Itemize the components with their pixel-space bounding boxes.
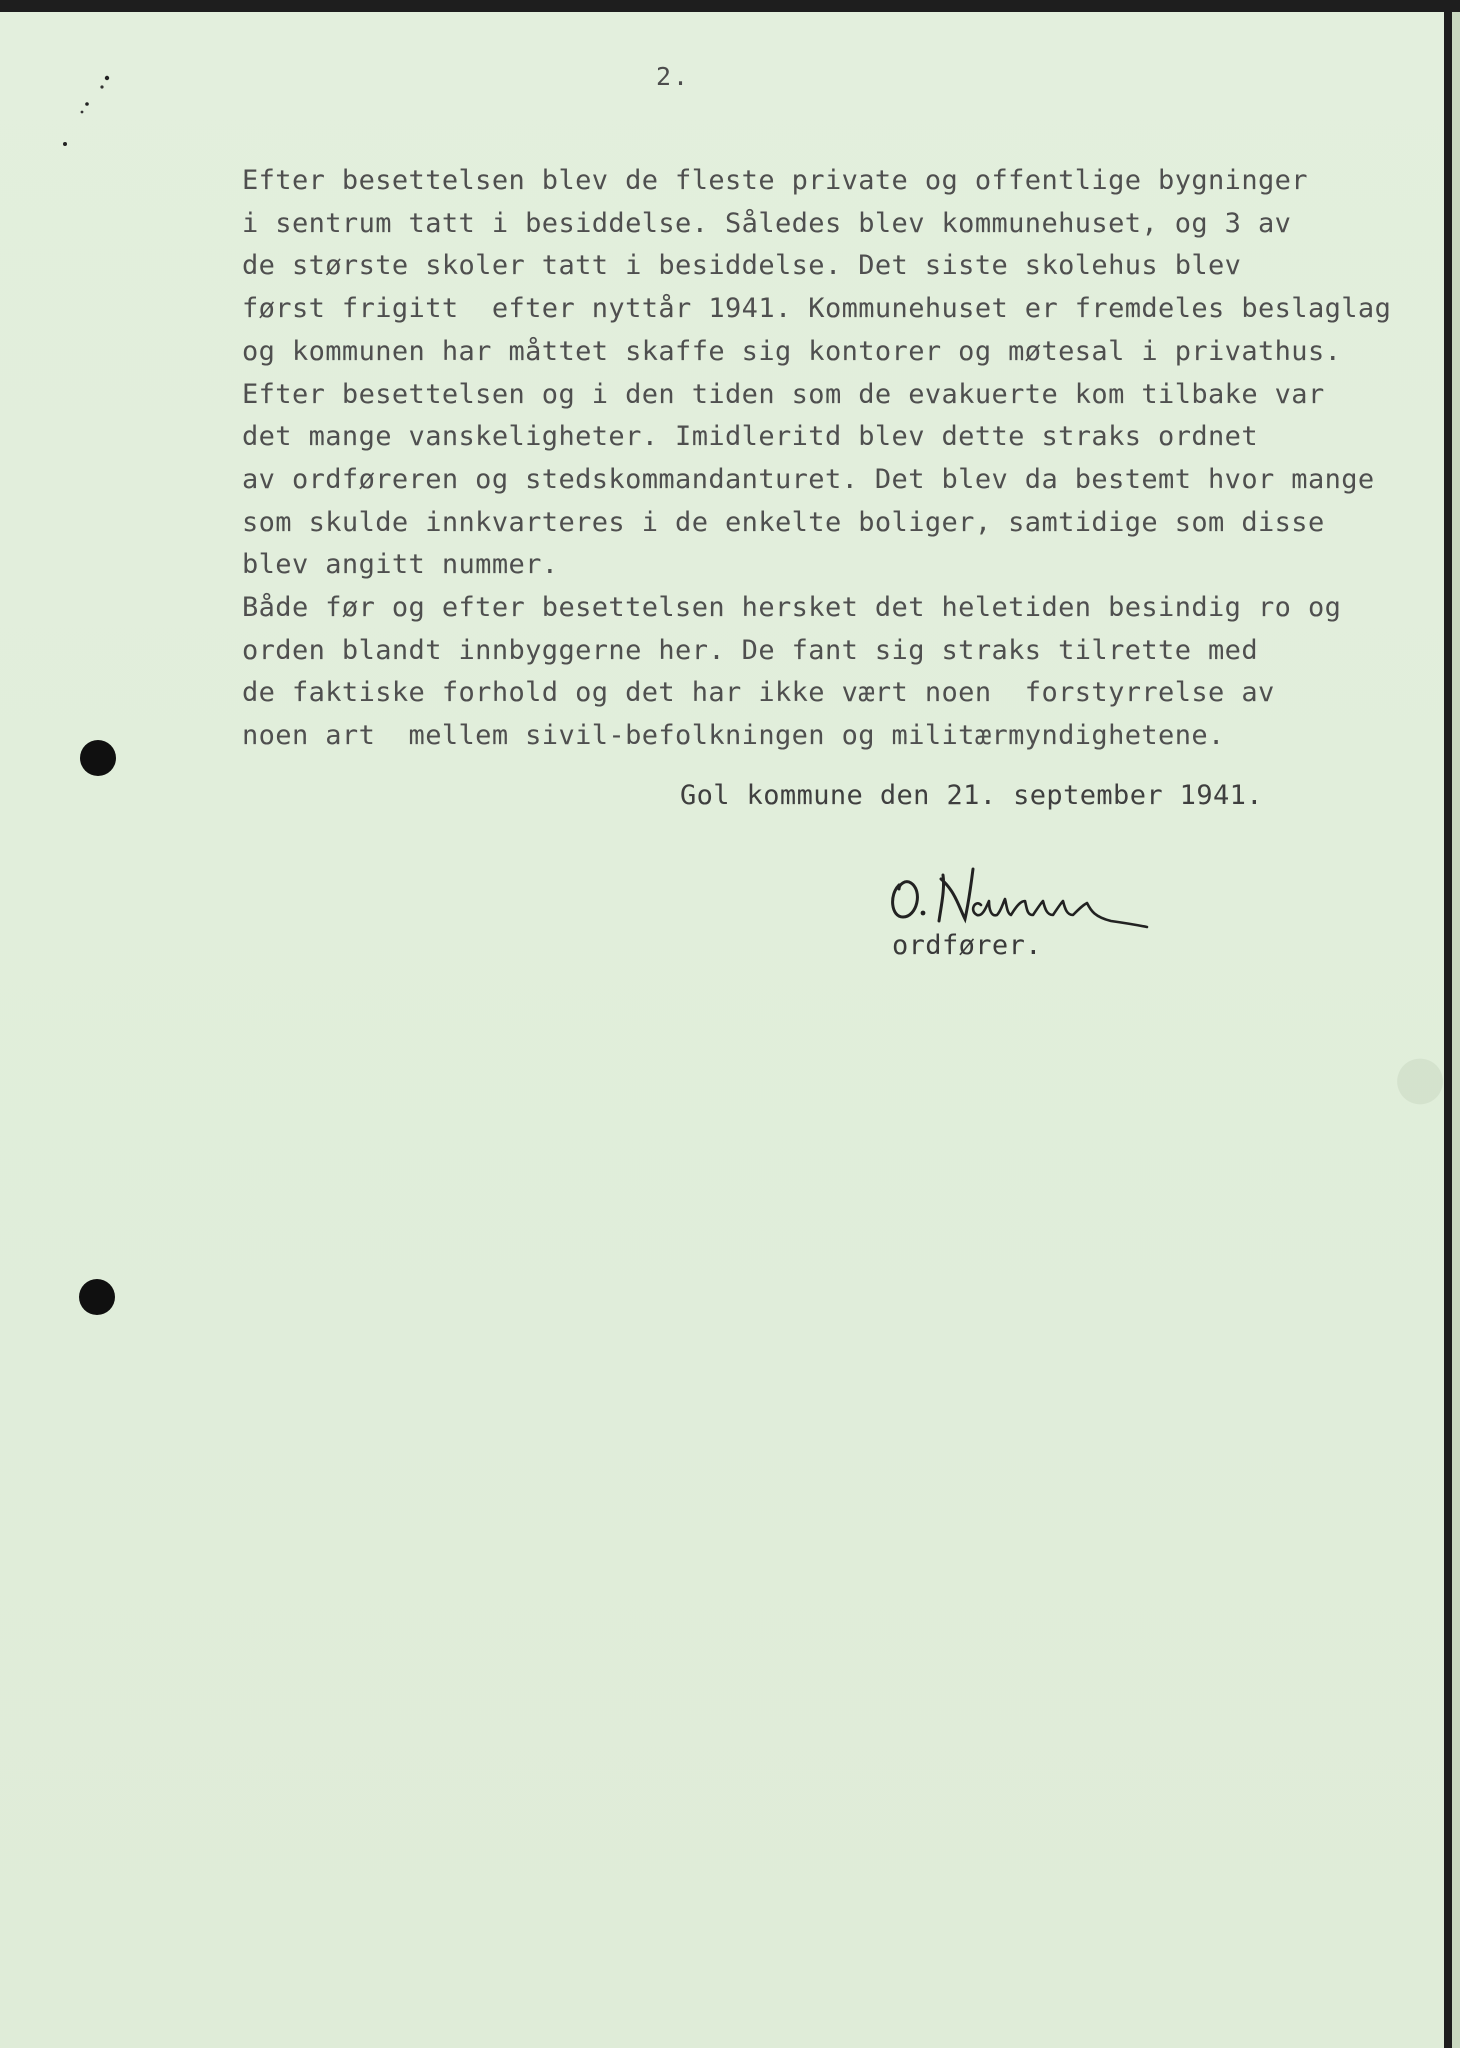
text-line: som skulde innkvarteres i de enkelte boliger, samtidige som disse — [242, 506, 1325, 538]
text-line: Både før og efter besettelsen hersket det heletiden besindig ro og — [242, 592, 1342, 624]
date-line: Gol kommune den 21. september 1941. — [680, 780, 1263, 811]
text-line: først frigitt efter nyttår 1941. Kommunehuset er fremdeles beslaglag — [242, 293, 1392, 325]
text-line: de største skoler tatt i besiddelse. Det siste skolehus blev — [242, 250, 1242, 282]
signatory-title: ordfører. — [892, 930, 1042, 961]
text-line: noen art mellem sivil-befolkningen og militærmyndighetene. — [242, 720, 1225, 752]
letter-body — [242, 160, 1442, 758]
punch-hole — [79, 1279, 115, 1315]
text-line: og kommunen har måttet skaffe sig kontorer og møtesal i privathus. — [242, 335, 1342, 367]
ink-specks — [55, 70, 125, 160]
text-line: Efter besettelsen og i den tiden som de evakuerte kom tilbake var — [242, 378, 1325, 410]
text-line: Efter besettelsen blev de fleste private og offentlige bygninger — [242, 165, 1308, 196]
text-line: de faktiske forhold og det har ikke vært noen forstyrrelse av — [242, 677, 1275, 709]
bleed-through-stamp: ● — [1385, 1042, 1455, 1112]
text-line: det mange vanskeligheter. Imidleritd blev dette straks ordnet — [242, 421, 1258, 453]
text-line: orden blandt innbyggerne her. De fant sig straks tilrette med — [242, 634, 1258, 666]
scan-top-edge — [0, 0, 1460, 12]
text-line: i sentrum tatt i besiddelse. Således blev kommunehuset, og 3 av — [242, 207, 1292, 239]
text-line: av ordføreren og stedskommandanturet. Det blev da bestemt hvor mange — [242, 463, 1375, 495]
punch-hole — [80, 740, 116, 776]
text-line: blev angitt nummer. — [242, 549, 559, 581]
page-number: 2. — [656, 62, 691, 91]
